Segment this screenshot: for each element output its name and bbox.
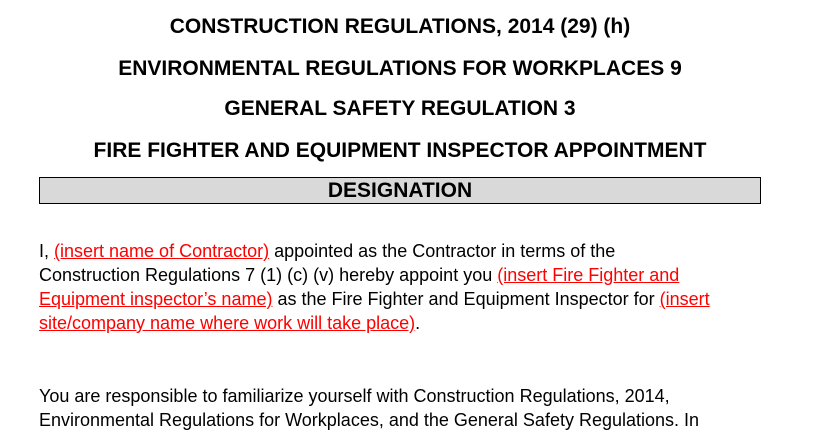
paragraph-line: Environmental Regulations for Workplaces, and the General Safety Regulations. In xyxy=(39,410,700,430)
placeholder-site-name-cont[interactable]: site/company name where work will take place) xyxy=(39,313,416,333)
text-run: . xyxy=(415,313,421,333)
paragraph-line xyxy=(39,287,769,311)
designation-label: DESIGNATION xyxy=(327,179,473,202)
paragraph-line xyxy=(39,263,769,287)
designation-banner xyxy=(39,177,761,204)
text-run: I, xyxy=(39,241,55,261)
heading-construction-regulations: CONSTRUCTION REGULATIONS, 2014 (29) (h) xyxy=(169,15,631,38)
text-run: appointed as the Contractor in terms of the xyxy=(269,241,616,261)
appointment-paragraph xyxy=(39,239,769,335)
text-run: Construction Regulations 7 (1) (c) (v) hereby appoint you xyxy=(39,265,498,285)
responsibility-paragraph xyxy=(39,384,769,432)
placeholder-inspector-name-cont[interactable]: Equipment inspector’s name) xyxy=(39,289,273,309)
paragraph-line: You are responsible to familiarize yourself with Construction Regulations, 2014, xyxy=(39,386,670,406)
placeholder-inspector-name[interactable]: (insert Fire Fighter and xyxy=(497,265,680,285)
text-run: as the Fire Fighter and Equipment Inspector for xyxy=(272,289,660,309)
placeholder-site-name[interactable]: (insert xyxy=(659,289,710,309)
heading-general-safety-regulation: GENERAL SAFETY REGULATION 3 xyxy=(224,97,576,120)
paragraph-line xyxy=(39,311,769,335)
paragraph-line xyxy=(39,239,769,263)
placeholder-contractor-name[interactable]: (insert name of Contractor) xyxy=(54,241,270,261)
heading-appointment-title: FIRE FIGHTER AND EQUIPMENT INSPECTOR APPOINTMENT xyxy=(93,139,707,162)
heading-environmental-regulations: ENVIRONMENTAL REGULATIONS FOR WORKPLACES 9 xyxy=(118,57,682,80)
